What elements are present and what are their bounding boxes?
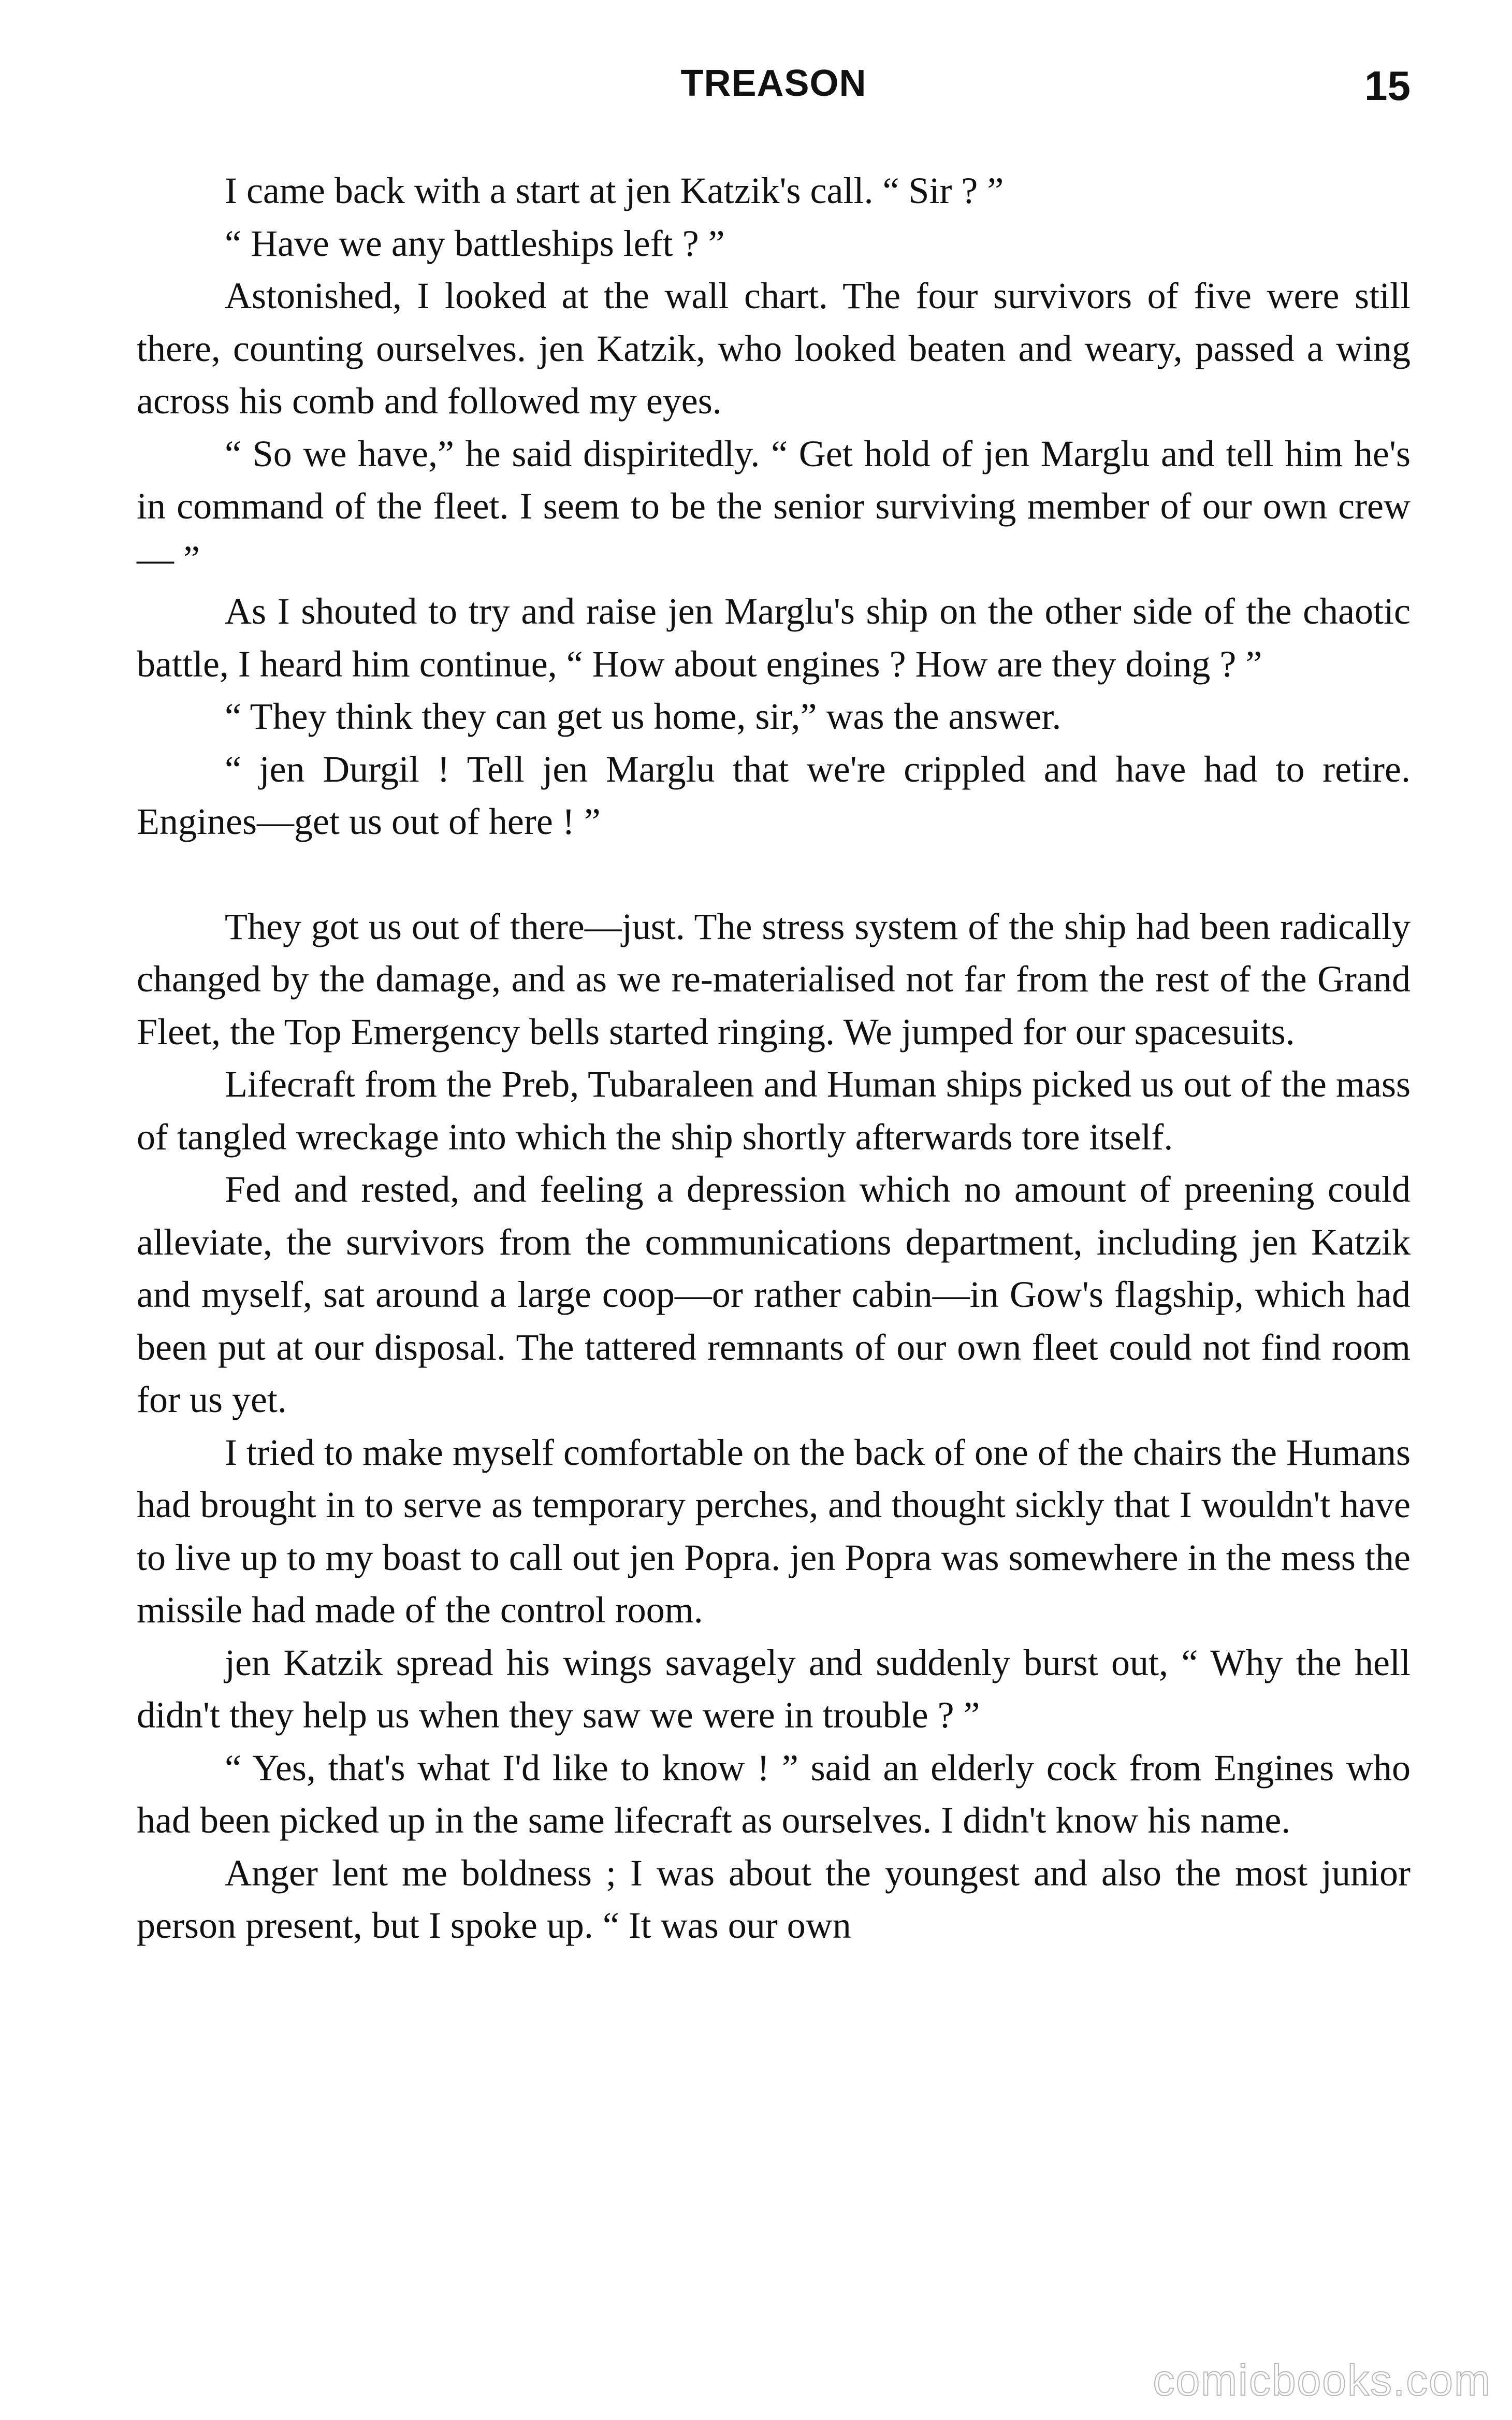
paragraph: I came back with a start at jen Katzik's call. “ Sir ? ” bbox=[225, 170, 1004, 211]
paragraph: “ They think they can get us home, sir,” was the answer. bbox=[225, 696, 1062, 737]
paragraph: jen Katzik spread his wings savagely and suddenly burst out, “ Why the hell didn't they help us when they saw we were in trouble ? ” bbox=[137, 1641, 1411, 1736]
paragraph: “ Have we any battleships left ? ” bbox=[225, 222, 725, 264]
paragraph: “ jen Durgil ! Tell jen Marglu that we're crippled and have had to retire. Engines—get us out of here ! ” bbox=[137, 748, 1411, 842]
running-title: TREASON bbox=[680, 63, 867, 104]
paragraph: They got us out of there—just. The stress system of the ship had been radically changed by the damage, and as we re-materialised not far from the rest of the Grand Fleet, the Top Emergency bells started ringing. We jumped for our spacesuits. bbox=[137, 905, 1411, 1053]
page-header bbox=[137, 62, 1411, 119]
paragraph: “ Yes, that's what I'd like to know ! ” said an elderly cock from Engines who had been picked up in the same lifecraft as ourselves. I didn't know his name. bbox=[137, 1747, 1411, 1841]
paragraph: Lifecraft from the Preb, Tubaraleen and Human ships picked us out of the mass of tangled wreckage into which the ship shortly afterwards tore itself. bbox=[137, 1063, 1411, 1158]
paragraph: Astonished, I looked at the wall chart. The four survivors of five were still there, counting ourselves. jen Katzik, who looked beaten and weary, passed a wing across his comb and followed my eyes. bbox=[137, 275, 1411, 422]
paragraph: Fed and rested, and feeling a depression which no amount of preening could alleviate, the survivors from the communications department, including jen Katzik and myself, sat around a large coop—or rather cabin—in Gow's flagship, which had been put at our disposal. The tattered remnants of our own fleet could not find room for us yet. bbox=[137, 1169, 1411, 1420]
paragraph: Anger lent me boldness ; I was about the youngest and also the most junior person present, but I spoke up. “ It was our own bbox=[137, 1852, 1411, 1946]
watermark: comicbooks.com bbox=[1153, 2356, 1491, 2404]
paragraph: “ So we have,” he said dispiritedly. “ Get hold of jen Marglu and tell him he's in command of the fleet. I seem to be the senior surviving member of our own crew— ” bbox=[137, 433, 1411, 580]
page-number: 15 bbox=[1364, 63, 1411, 109]
body-text bbox=[137, 165, 1411, 1952]
paragraph: I tried to make myself comfortable on the back of one of the chairs the Humans had brought in to serve as temporary perches, and thought sickly that I wouldn't have to live up to my boast to call out jen Popra. jen Popra was somewhere in the mess the missile had made of the control room. bbox=[137, 1431, 1411, 1631]
paragraph: As I shouted to try and raise jen Marglu's ship on the other side of the chaotic battle, I heard him continue, “ How about engines ? How are they doing ? ” bbox=[137, 590, 1411, 685]
